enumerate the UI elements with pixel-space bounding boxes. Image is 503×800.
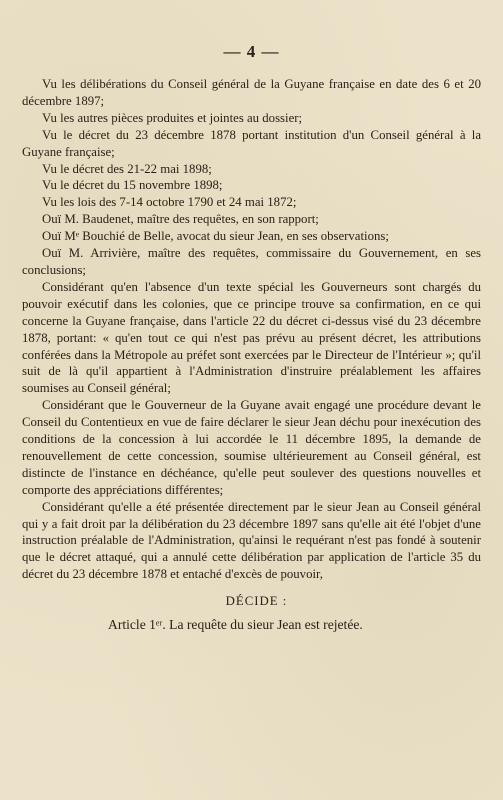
page-number: — 4 — <box>223 42 280 61</box>
paragraph-oui-rapporteur: Ouï M. Baudenet, maître des requêtes, en son rapport; <box>42 212 319 227</box>
decision-article: Article 1ᵉʳ. La requête du sieur Jean est rejetée. <box>108 617 363 633</box>
paragraph-vu-decret-1878: Vu le décret du 23 décembre 1878 portant institution d'un Conseil général à la Guyane française; <box>22 127 481 159</box>
document-body <box>22 76 481 583</box>
paragraph-vu-decret-mai-1898: Vu le décret des 21-22 mai 1898; <box>42 161 212 176</box>
paragraph-considerant-3: Considérant qu'elle a été présentée directement par le sieur Jean au Conseil général qui y a fait droit par la délibération du 23 décembre 1897 sans qu'elle ait été l'objet d'une instruction préalable de l'Administration, qu'ainsi le requérant n'est pas fondé à soutenir que le décret attaqué, qui a annulé cette délibération par application de l'article 35 du décret du 23 décembre 1878 et entaché d'excès de pouvoir, <box>22 499 481 582</box>
paragraph-vu-autres-pieces: Vu les autres pièces produites et jointes au dossier; <box>42 110 303 125</box>
paragraph-vu-lois: Vu les lois des 7-14 octobre 1790 et 24 mai 1872; <box>42 195 297 210</box>
decision-heading: DÉCIDE : <box>225 594 288 609</box>
paragraph-vu-decret-novembre-1898: Vu le décret du 15 novembre 1898; <box>42 178 223 193</box>
paragraph-considerant-1: Considérant qu'en l'absence d'un texte spécial les Gouverneurs sont chargés du pouvoir exécutif dans les colonies, que ce principe trouve sa confirmation, en ce qui concerne la Guyane française, dans l'article 22 du décret ci-dessus visé du 23 décembre 1878, portant: « qu'en tout ce qui n'est pas prévu au présent décret, les attributions conférées dans la Métropole au préfet sont exercées par le Directeur de l'Intérieur »; qu'il suit de là qu'il appartient à l'Administration d'instruire préalablement les affaires soumises au Conseil général; <box>22 279 481 396</box>
paragraph-considerant-2: Considérant que le Gouverneur de la Guyane avait engagé une procédure devant le Conseil du Contentieux en vue de faire déclarer le sieur Jean déchu pour inexécution des conditions de la concession à lui accordée le 11 décembre 1895, la demande de renouvellement de cette concession, soumise ultérieurement au Conseil général, est distincte de l'instance en déchéance, qu'elle peut soulever des questions nouvelles et comporte des appréciations différentes; <box>22 398 481 497</box>
paragraph-vu-deliberations: Vu les délibérations du Conseil général de la Guyane française en date des 6 et 20 décembre 1897; <box>22 77 481 108</box>
paragraph-oui-avocat: Ouï Mᵉ Bouchié de Belle, avocat du sieur Jean, en ses observations; <box>42 229 389 244</box>
paragraph-oui-commissaire: Ouï M. Arrivière, maître des requêtes, commissaire du Gouvernement, en ses conclusions; <box>22 246 481 277</box>
